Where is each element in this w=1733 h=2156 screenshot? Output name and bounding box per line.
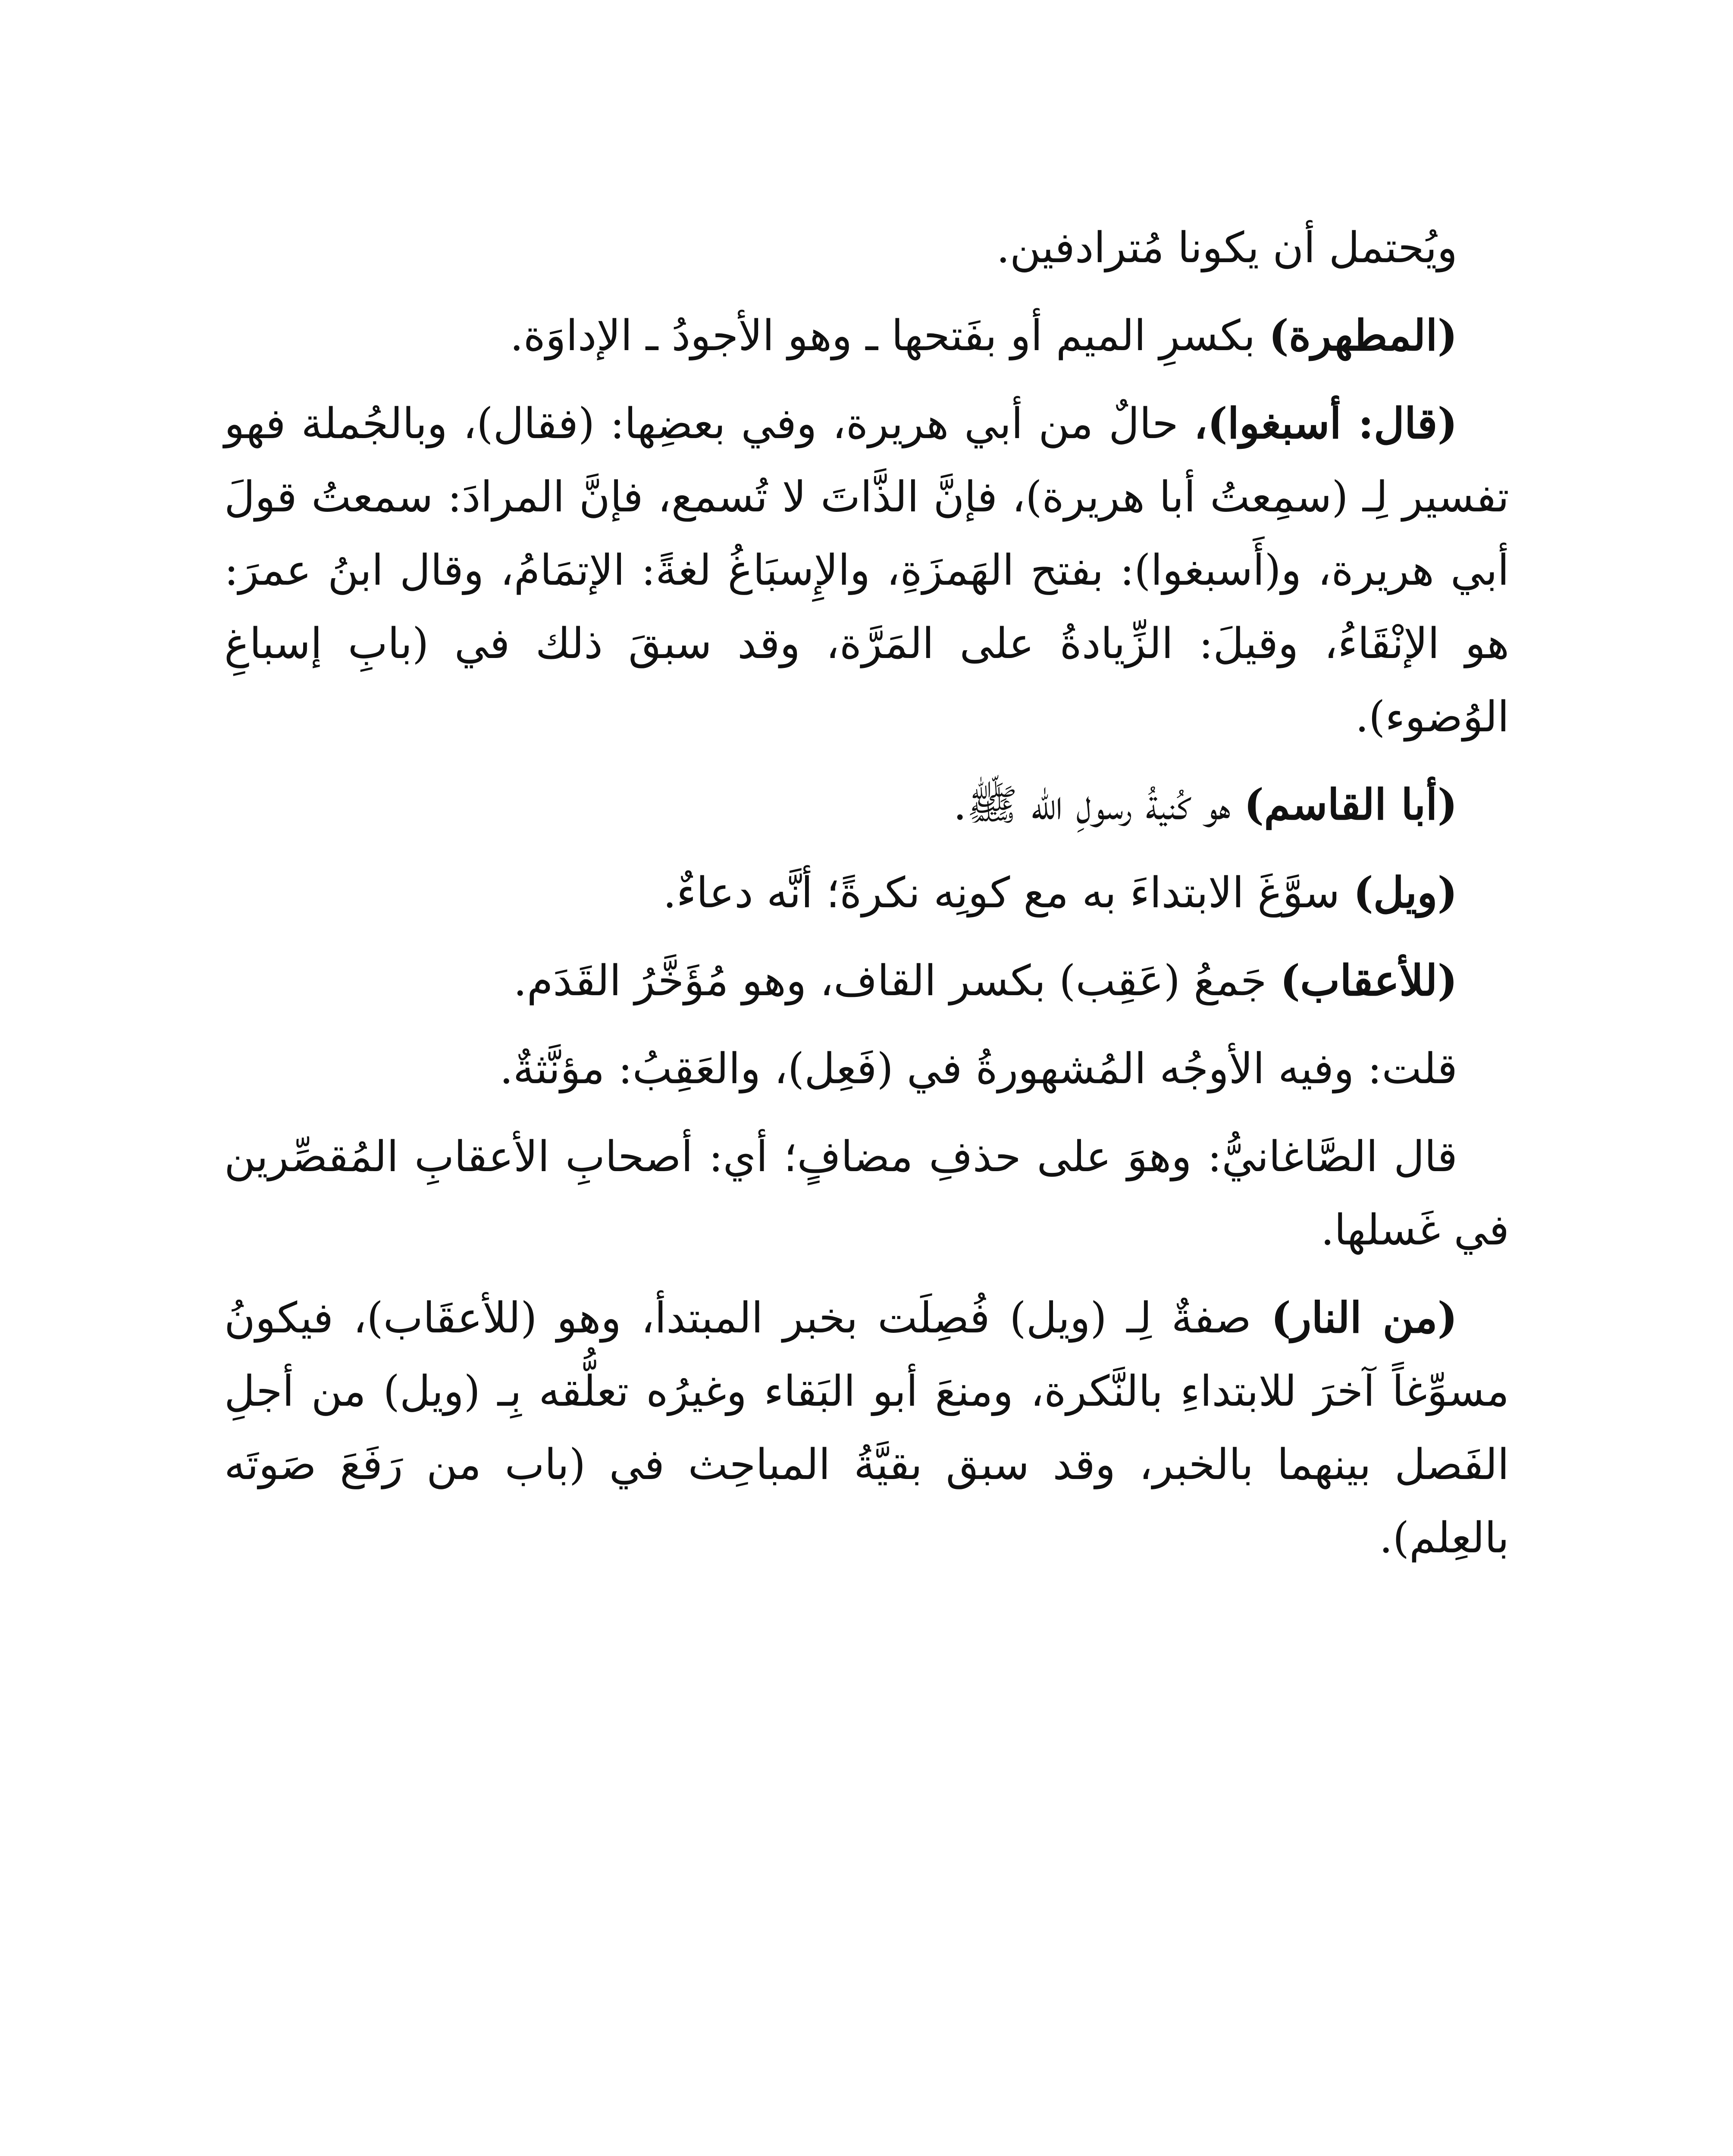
paragraph-6 [224, 944, 1509, 1018]
page-body [224, 211, 1509, 1589]
paragraph-text: هو كُنيةُ رسولِ الله ﷺ. [953, 780, 1244, 830]
paragraph-7 [224, 1032, 1509, 1106]
paragraph-text: قلت: وفيه الأوجُه المُشهورةُ في (فَعِل)، والعَقِبُ: مؤنَّثةٌ. [499, 1044, 1457, 1094]
paragraph-text: جَمعُ (عَقِب) بكسر القاف، وهو مُؤَخَّرُ القَدَم. [513, 956, 1280, 1006]
paragraph-term: (من النار) [1271, 1293, 1458, 1343]
paragraph-9 [224, 1282, 1509, 1575]
paragraph-5 [224, 856, 1509, 930]
paragraph-term: (أبا القاسم) [1244, 780, 1457, 830]
paragraph-term: (المطهرة) [1269, 311, 1457, 360]
paragraph-text: ويُحتمل أن يكونا مُترادفين. [996, 223, 1457, 273]
paragraph-term: (ويل) [1353, 868, 1457, 918]
paragraph-text: سوَّغَ الابتداءَ به مع كونِه نكرةً؛ أنَّه دعاءٌ. [663, 868, 1354, 918]
paragraph-4 [224, 768, 1509, 842]
paragraph-term: (قال: أسبغوا)، [1194, 399, 1457, 448]
paragraph-term: (للأعقاب) [1280, 956, 1457, 1006]
paragraph-1 [224, 211, 1509, 285]
paragraph-2 [224, 299, 1509, 373]
paragraph-text: حالٌ من أبي هريرة، وفي بعضِها: (فقال)، وبالجُملة فهو تفسير لِـ (سمِعتُ أبا هريرة)، فإنَّ الذَّاتَ لا تُسمع، فإنَّ المرادَ: سمعتُ قولَ أبي هريرة، و(أَسبغوا): بفتح الهَمزَةِ، والإِسبَاغُ لغةً: الإتمَامُ، وقال ابنُ عمرَ: هو الإنْقَاءُ، وقيلَ: الزِّيادةُ على المَرَّة، وقد سبقَ ذلك في (بابِ إسباغِ الوُضوء). [224, 399, 1509, 742]
paragraph-text: صفةٌ لِـ (ويل) فُصِلَت بخبر المبتدأ، وهو (للأعقَاب)، فيكونُ مسوِّغاً آخرَ للابتداءِ بالنَّكرة، ومنعَ أبو البَقاء وغيرُه تعلُّقه بِـ (ويل) من أجلِ الفَصل بينهما بالخبر، وقد سبق بقيَّةُ المباحِث في (باب من رَفَعَ صَوتَه بالعِلم). [224, 1294, 1509, 1563]
paragraph-8 [224, 1120, 1509, 1267]
paragraph-text: بكسرِ الميم أو بفَتحها ـ وهو الأجودُ ـ الإداوَة. [510, 311, 1269, 360]
paragraph-3 [224, 387, 1509, 754]
paragraph-text: قال الصَّاغانيُّ: وهوَ على حذفِ مضافٍ؛ أي: أصحابِ الأعقابِ المُقصِّرين في غَسلها. [224, 1132, 1509, 1255]
